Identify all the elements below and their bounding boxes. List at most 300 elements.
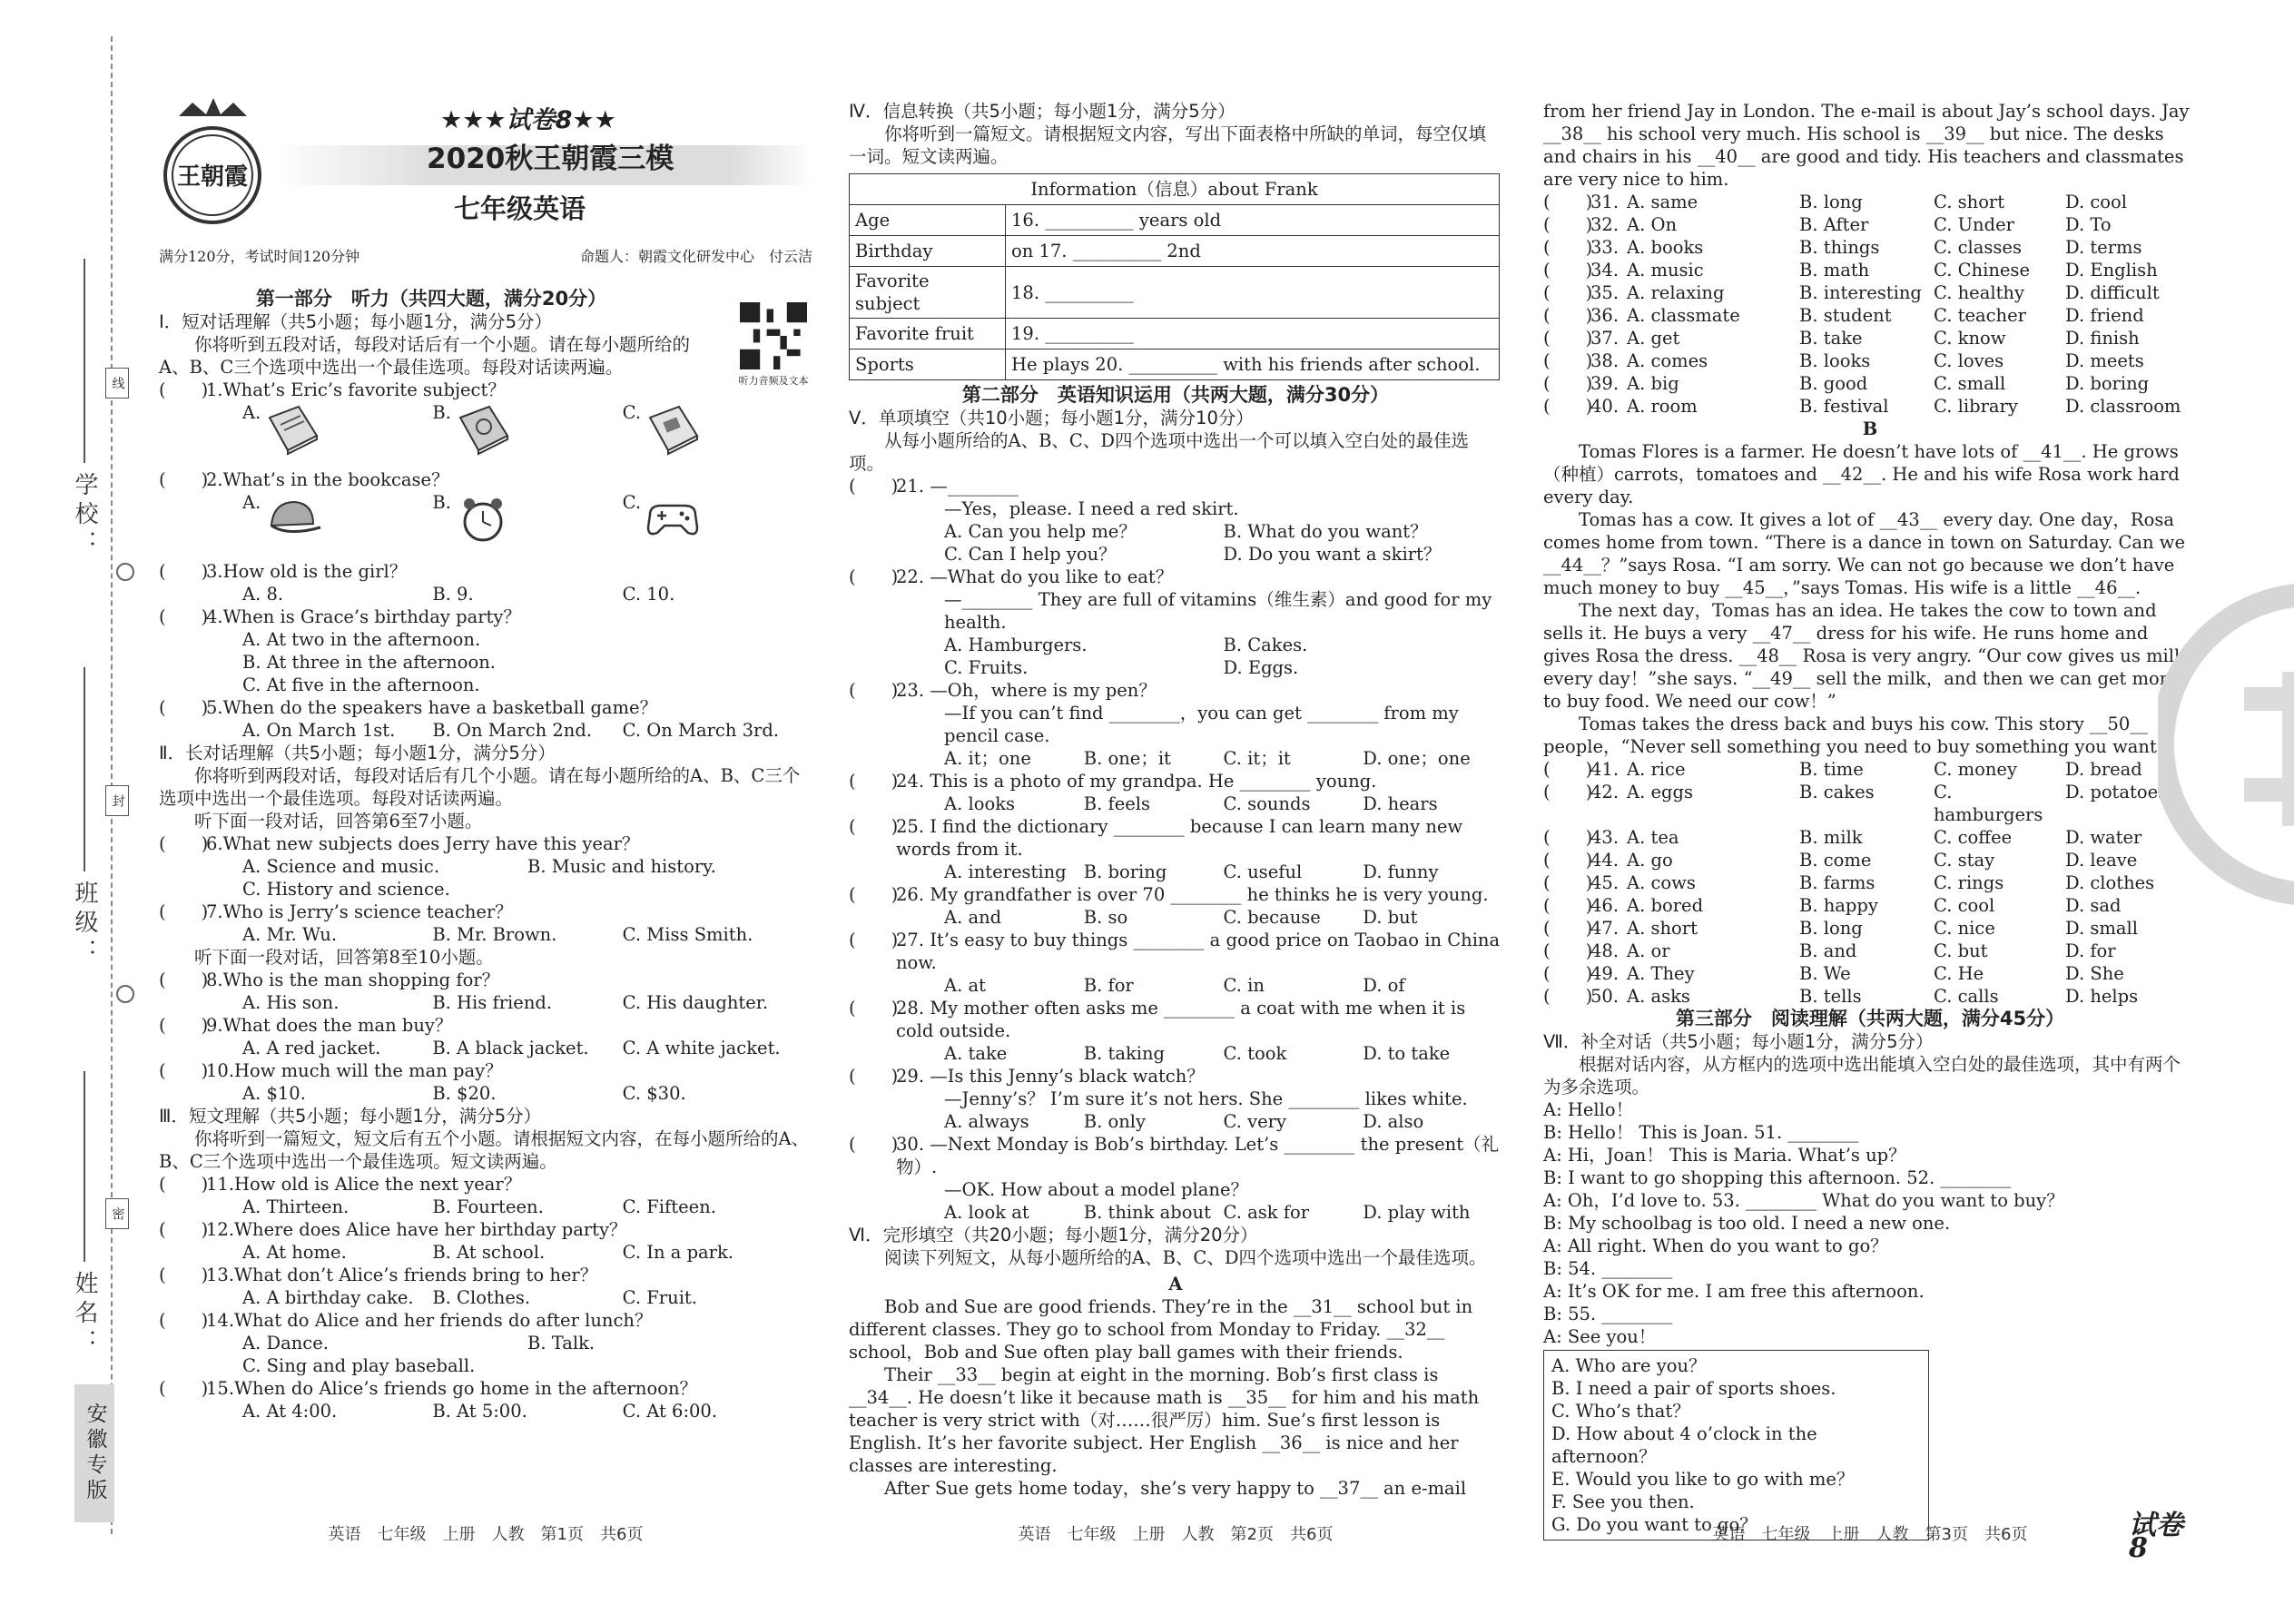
option-b[interactable]: B. At 5:00. xyxy=(432,1401,527,1422)
option-b[interactable]: B. Fourteen. xyxy=(432,1196,544,1217)
question-9: ( ) 9. What does the man buy？ xyxy=(159,1015,453,1036)
option-c[interactable]: C. classes xyxy=(1934,237,2022,258)
option-a[interactable]: A. looks xyxy=(944,793,1016,814)
cloze-row xyxy=(1543,894,2197,917)
answer-paren[interactable]: ( ) xyxy=(1543,759,1593,780)
cloze-row xyxy=(1543,985,2197,1008)
option-a[interactable]: A. Science and music. xyxy=(242,856,440,877)
header xyxy=(159,0,812,224)
option-a[interactable]: A. always xyxy=(944,1111,1029,1132)
cloze-row xyxy=(1543,871,2197,894)
option-b[interactable]: B. so xyxy=(1083,907,1128,928)
question-number: 43. xyxy=(1590,827,1620,848)
option-c[interactable]: C. very xyxy=(1223,1111,1287,1132)
answer-blank[interactable]: 19. __________ xyxy=(1006,319,1500,349)
dialogue-line[interactable]: B: 55. ________ xyxy=(1543,1304,1673,1324)
secret-mark: 密 xyxy=(105,1198,129,1229)
cloze-row xyxy=(1543,962,2197,985)
option-a[interactable]: A. At two in the afternoon. xyxy=(242,629,481,650)
dialogue-line: B: My schoolbag is too old. I need a new one. xyxy=(1543,1213,1951,1234)
cloze-row xyxy=(1543,304,2197,327)
cloze-options-b xyxy=(1543,758,2197,1008)
option-b[interactable]: B. xyxy=(432,491,622,560)
answer-paren[interactable]: ( ) xyxy=(1543,237,1593,258)
cloze-row xyxy=(1543,395,2197,418)
option-a[interactable]: A. His son. xyxy=(242,992,340,1013)
cloze-row xyxy=(1543,826,2197,849)
option-a[interactable]: A. take xyxy=(944,1043,1008,1064)
question-11: ( ) 11. How old is Alice the next year？ xyxy=(159,1174,522,1195)
option-b[interactable]: B. good xyxy=(1799,373,1868,394)
class-label: 班级： xyxy=(71,881,98,968)
question-3: ( ) 3. How old is the girl？ xyxy=(159,561,408,582)
option-c[interactable]: C. money xyxy=(1934,759,2017,780)
option-c[interactable]: C. library xyxy=(1934,396,2018,417)
option-c[interactable]: C. in xyxy=(1223,975,1265,996)
option-d[interactable]: D. Eggs. xyxy=(1223,657,1299,678)
option-a[interactable]: A. A red jacket. xyxy=(242,1038,381,1058)
option-d[interactable]: D. classroom xyxy=(2065,396,2181,417)
option-b[interactable]: B. His friend. xyxy=(432,992,553,1013)
passage-b-paragraph: Tomas has a cow. It gives a lot of __43__ every day. One day，Rosa comes home from town. “There is a dance in town on Saturday. Can we __44__？”says Rosa. “I am sorry. We can not go because we don’t have much money to buy __45__，”says Tomas. His wife is a little __46__. xyxy=(1543,509,2186,598)
question-number: 31. xyxy=(1590,192,1620,212)
question-1: ( ) 1. What’s Eric’s favorite subject？ xyxy=(159,379,506,400)
option-a[interactable]: A. eggs xyxy=(1627,782,1693,802)
option-c[interactable]: C. At five in the afternoon. xyxy=(242,674,480,695)
question-12: ( ) 12. Where does Alice have her birthday party？ xyxy=(159,1219,627,1240)
option-b[interactable]: B. Talk. xyxy=(527,1333,596,1353)
choice-option: A. Who are you？ xyxy=(1551,1355,1707,1376)
watermark-seal xyxy=(2158,563,2294,926)
option-d[interactable]: D. English xyxy=(2065,260,2158,281)
option-c[interactable]: C. rings xyxy=(1934,872,2004,893)
option-c[interactable]: C. $30. xyxy=(622,1083,686,1104)
question-number: 50. xyxy=(1590,986,1620,1007)
question-number: 2. xyxy=(206,469,223,490)
section-6-title: Ⅵ．完形填空（共20小题；每小题1分，满分20分） xyxy=(849,1225,1258,1245)
option-c[interactable]: C. short xyxy=(1934,192,2005,212)
answer-paren[interactable]: ( ) xyxy=(1543,260,1593,281)
option-b[interactable]: B. cakes xyxy=(1799,782,1875,802)
answer-blank[interactable]: on 17. __________ 2nd xyxy=(1006,236,1500,267)
option-d[interactable]: D. small xyxy=(2065,918,2138,939)
answer-paren[interactable]: ( ) xyxy=(1543,963,1593,984)
cloze-row xyxy=(1543,758,2197,781)
answer-paren[interactable]: ( ) xyxy=(1543,373,1593,394)
answer-paren[interactable]: ( ) xyxy=(1543,986,1593,1007)
cloze-row xyxy=(1543,281,2197,304)
option-b[interactable]: B. tells xyxy=(1799,986,1862,1007)
page-footer: 英语 七年级 上册 人教 第2页 共6页 xyxy=(1018,1525,1334,1544)
option-b[interactable]: B. and xyxy=(1799,940,1857,961)
option-d[interactable]: D. leave xyxy=(2065,850,2138,871)
option-a[interactable]: A. same xyxy=(1627,192,1698,212)
question-number: 39. xyxy=(1590,373,1620,394)
option-d[interactable]: D. cool xyxy=(2065,192,2127,212)
option-a[interactable]: A. Can you help me？ xyxy=(944,521,1137,542)
choice-option: F. See you then. xyxy=(1551,1491,1695,1512)
option-a[interactable]: A. books xyxy=(1627,237,1704,258)
option-b[interactable]: B. time xyxy=(1799,759,1864,780)
option-a[interactable]: A. At 4:00. xyxy=(242,1401,338,1422)
option-b[interactable]: B. only xyxy=(1083,1111,1147,1132)
option-a[interactable]: A. Hamburgers. xyxy=(944,635,1088,655)
answer-paren[interactable]: ( ) xyxy=(1543,850,1593,871)
cloze-row xyxy=(1543,940,2197,962)
question-number: 48. xyxy=(1590,940,1620,961)
option-b[interactable]: B. A black jacket. xyxy=(432,1038,589,1058)
option-a[interactable]: A. At home. xyxy=(242,1242,347,1263)
option-c[interactable]: C. because xyxy=(1223,907,1321,928)
subsection-note: 听下面一段对话，回答第6至7小题。 xyxy=(194,811,483,832)
option-b[interactable]: B. Cakes. xyxy=(1223,635,1308,655)
question-number: 46. xyxy=(1590,895,1620,916)
option-c[interactable]: C. sounds xyxy=(1223,793,1311,814)
option-a[interactable]: A. it；one xyxy=(944,748,1031,769)
book-icon xyxy=(261,401,324,458)
question-25: ( ) 25. I find the dictionary ________ because I can learn many new words from it. xyxy=(849,816,1463,860)
option-d[interactable]: D. Do you want a skirt？ xyxy=(1223,544,1442,565)
option-d[interactable]: D. of xyxy=(1363,975,1405,996)
section-3-title: Ⅲ．短文理解（共5小题；每小题1分，满分5分） xyxy=(159,1106,542,1127)
option-a[interactable]: A. go xyxy=(1627,850,1673,871)
option-a[interactable]: A. look at xyxy=(944,1202,1029,1223)
cloze-row xyxy=(1543,236,2197,259)
option-c[interactable]: C. stay xyxy=(1934,850,1995,871)
section-2-title: Ⅱ．长对话理解（共5小题；每小题1分，满分5分） xyxy=(159,743,556,763)
option-c[interactable]: C. History and science. xyxy=(242,879,450,900)
option-d[interactable]: D. for xyxy=(2065,940,2116,961)
passage-a-paragraph: from her friend Jay in London. The e-mail is about Jay’s school days. Jay __38__ his school very much. His school is __39__ but nice. The desks and chairs in his __40__ are good and tidy. His teachers and classmates are very nice to him. xyxy=(1543,101,2190,190)
option-a[interactable]: A. at xyxy=(944,975,986,996)
option-c[interactable]: C. it；it xyxy=(1223,748,1291,769)
option-d[interactable]: D. clothes xyxy=(2065,872,2155,893)
option-a[interactable]: A. asks xyxy=(1627,986,1690,1007)
answer-paren[interactable]: ( ) xyxy=(1543,918,1593,939)
option-a[interactable]: A. Thirteen. xyxy=(242,1196,350,1217)
question-number: 40. xyxy=(1590,396,1620,417)
option-a[interactable]: A. room xyxy=(1627,396,1698,417)
option-d[interactable]: D. play with xyxy=(1363,1202,1471,1223)
cloze-row xyxy=(1543,349,2197,372)
answer-blank[interactable]: He plays 20. __________ with his friends after school. xyxy=(1006,349,1500,380)
option-a[interactable]: A. 8. xyxy=(242,584,284,605)
option-b[interactable]: B. After xyxy=(1799,214,1869,235)
province-badge: 安徽专版 xyxy=(74,1384,114,1522)
option-a[interactable]: A. relaxing xyxy=(1627,282,1725,303)
choice-option: D. How about 4 o’clock in the afternoon？ xyxy=(1551,1423,1817,1467)
option-b[interactable]: B. Music and history. xyxy=(527,856,716,877)
passage-b-paragraph: The next day，Tomas has an idea. He takes the cow to town and sells it. He buys a very __47__ dress for his wife. He runs home and gives Rosa the dress. __48__ Rosa is very angry. “Our cow gives us milk every day！”she says. “__49__ sell the milk，and then we can get money to buy food. We need our cow！” xyxy=(1543,600,2191,712)
option-a[interactable]: A. comes xyxy=(1627,350,1708,371)
choice-option: B. I need a pair of sports shoes. xyxy=(1551,1378,1836,1399)
option-b[interactable]: B. happy xyxy=(1799,895,1878,916)
option-d[interactable]: D. water xyxy=(2065,827,2142,848)
option-d[interactable]: D. She xyxy=(2065,963,2124,984)
answer-paren[interactable]: ( ) xyxy=(1543,328,1593,349)
question-30: ( ) 30. —Next Monday is Bob’s birthday. Let’s ________ the present（礼物）. xyxy=(849,1134,1500,1177)
question-number: 35. xyxy=(1590,282,1620,303)
option-b[interactable]: B. 9. xyxy=(432,584,474,605)
passage-a-paragraph: After Sue gets home today，she’s very happy to __37__ an e-mail xyxy=(884,1478,1467,1499)
class-field[interactable] xyxy=(84,667,85,871)
section-1-title: Ⅰ．短对话理解（共5小题；每小题1分，满分5分） xyxy=(159,311,552,332)
cloze-options-a xyxy=(1543,191,2197,418)
option-c[interactable]: C. xyxy=(623,401,812,468)
cap-icon xyxy=(261,491,324,547)
answer-paren[interactable]: ( ) xyxy=(1543,192,1593,212)
section-4-instructions: 你将听到一篇短文。请根据短文内容，写出下面表格中所缺的单词，每空仅填一词。短文读两遍。 xyxy=(849,123,1487,167)
option-d[interactable]: D. but xyxy=(1363,907,1418,928)
option-b[interactable]: B. come xyxy=(1799,850,1872,871)
name-field[interactable] xyxy=(84,1071,85,1262)
question-29: ( ) 29. —Is this Jenny’s black watch？ xyxy=(849,1066,1205,1087)
option-d[interactable]: D. funny xyxy=(1363,861,1439,882)
option-c[interactable]: C. teacher xyxy=(1934,305,2026,326)
section-4-title: Ⅳ．信息转换（共5小题；每小题1分，满分5分） xyxy=(849,101,1236,122)
option-a[interactable]: A. bored xyxy=(1627,895,1704,916)
dialogue-line[interactable]: B: 54. ________ xyxy=(1543,1258,1673,1279)
option-d[interactable]: D. one；one xyxy=(1363,748,1471,769)
option-d[interactable]: D. to take xyxy=(1363,1043,1451,1064)
option-b[interactable]: B. xyxy=(432,401,622,468)
option-c[interactable]: C. Under xyxy=(1934,214,2014,235)
option-a[interactable]: A. rice xyxy=(1627,759,1686,780)
question-number: 1. xyxy=(206,379,223,400)
question-text: What’s in the bookcase？ xyxy=(222,469,449,490)
option-a[interactable]: A. Mr. Wu. xyxy=(242,924,338,945)
option-b[interactable]: B. taking xyxy=(1083,1043,1166,1064)
option-b[interactable]: B. looks xyxy=(1799,350,1871,371)
option-a[interactable]: A. Dance. xyxy=(242,1333,329,1353)
passage-a-paragraph: Bob and Sue are good friends. They’re in the __31__ school but in different classes. They go to school from Monday to Friday. __32__ school，Bob and Sue often play ball games with their friends. xyxy=(849,1296,1473,1363)
option-d[interactable]: D. bread xyxy=(2065,759,2142,780)
option-a[interactable]: A. or xyxy=(1627,940,1670,961)
option-c[interactable]: C. cool xyxy=(1934,895,1995,916)
answer-paren[interactable]: ( ) xyxy=(1543,214,1593,235)
section-5-instructions: 从每小题所给的A、B、C、D四个选项中选出一个可以填入空白处的最佳选项。 xyxy=(849,430,1469,474)
school-label: 学校： xyxy=(71,472,98,559)
passage-b-paragraph: Tomas takes the dress back and buys his cow. This story __50__ people，“Never sell something you need to buy something you want.” xyxy=(1543,714,2171,757)
dialogue-line[interactable]: B: I want to go shopping this afternoon. 52. ________ xyxy=(1543,1167,2012,1188)
alarm-clock-icon xyxy=(451,491,515,547)
option-d[interactable]: D. friend xyxy=(2065,305,2144,326)
option-c[interactable]: C. healthy xyxy=(1934,282,2024,303)
question-2: ( ) 2. What’s in the bookcase？ xyxy=(159,469,449,490)
dialogue-line: A: All right. When do you want to go？ xyxy=(1543,1235,1888,1256)
option-a[interactable]: A. interesting xyxy=(944,861,1067,882)
option-c[interactable]: C. Fruit. xyxy=(622,1287,697,1308)
section-3-instructions: 你将听到一篇短文，短文后有五个小题。请根据短文内容，在每小题所给的A、B、C三个选项中选出一个最佳选项。短文读两遍。 xyxy=(159,1128,810,1172)
passage-b-paragraph: Tomas Flores is a farmer. He doesn’t have lots of __41__. He grows（种植）carrots，tomatoes and __42__. He and his wife Rosa work hard every day. xyxy=(1543,441,2180,507)
question-28: ( ) 28. My mother often asks me ________ a coat with me when it is cold outside. xyxy=(849,998,1466,1041)
option-c[interactable]: C. took xyxy=(1223,1043,1287,1064)
option-d[interactable]: D. difficult xyxy=(2065,282,2160,303)
option-b[interactable]: B. one；it xyxy=(1083,748,1171,769)
option-c[interactable]: C. loves xyxy=(1934,350,2004,371)
question-13: ( ) 13. What don’t Alice’s friends bring to her？ xyxy=(159,1265,598,1285)
option-c[interactable]: C. hamburgers xyxy=(1934,782,2043,825)
paper-series: ★★★试卷8★★ xyxy=(440,106,616,134)
option-c[interactable]: C. Chinese xyxy=(1934,260,2030,281)
option-a[interactable]: A. classmate xyxy=(1627,305,1740,326)
option-b[interactable]: B. boring xyxy=(1083,861,1167,882)
option-b[interactable]: B. At school. xyxy=(432,1242,546,1263)
answer-blank[interactable]: 18. __________ xyxy=(1006,267,1500,319)
option-c[interactable]: C. His daughter. xyxy=(622,992,769,1013)
qr-code[interactable] xyxy=(734,302,812,387)
question-number: 49. xyxy=(1590,963,1620,984)
cloze-row xyxy=(1543,191,2197,213)
option-d[interactable]: D. helps xyxy=(2065,986,2139,1007)
option-b[interactable]: B. interesting xyxy=(1799,282,1922,303)
question-26: ( ) 26. My grandfather is over 70 ________ he thinks he is very young. xyxy=(849,884,1489,905)
info-table xyxy=(849,173,1500,380)
cloze-row xyxy=(1543,213,2197,236)
section-2-instructions: 你将听到两段对话，每段对话后有几个小题。请在每小题所给的A、B、C三个选项中选出一个最佳选项。每段对话读两遍。 xyxy=(159,765,801,809)
question-22: ( ) 22. —What do you like to eat？ xyxy=(849,566,1174,587)
option-c[interactable]: C. Miss Smith. xyxy=(622,924,753,945)
option-c[interactable]: C. nice xyxy=(1934,918,1995,939)
question-number: 37. xyxy=(1590,328,1620,349)
answer-paren[interactable]: ( ) xyxy=(1543,350,1593,371)
question-number: 41. xyxy=(1590,759,1620,780)
binding-hole xyxy=(116,563,134,581)
score-note: 满分120分，考试时间120分钟 xyxy=(159,248,360,265)
table-header: Information（信息）about Frank xyxy=(850,174,1500,205)
answer-paren[interactable]: ( ) xyxy=(1543,940,1593,961)
option-a[interactable]: A. tea xyxy=(1627,827,1679,848)
option-d[interactable]: D. hears xyxy=(1363,793,1438,814)
question-23: ( ) 23. —Oh，where is my pen？ xyxy=(849,680,1157,701)
question-14: ( ) 14. What do Alice and her friends do after lunch？ xyxy=(159,1310,653,1331)
option-b[interactable]: B. take xyxy=(1799,328,1863,349)
question-6: ( ) 6. What new subjects does Jerry have this year？ xyxy=(159,833,640,854)
option-d[interactable]: D. boring xyxy=(2065,373,2150,394)
name-label: 姓名： xyxy=(71,1271,98,1358)
option-a[interactable]: A. They xyxy=(1627,963,1695,984)
answer-blank[interactable]: 16. __________ years old xyxy=(1006,205,1500,236)
option-d[interactable]: D. terms xyxy=(2065,237,2142,258)
option-b[interactable]: B. long xyxy=(1799,918,1863,939)
answer-paren[interactable]: ( ) xyxy=(1543,305,1593,326)
option-a[interactable]: A. On March 1st. xyxy=(242,720,396,741)
dialogue-line: A: Hello！ xyxy=(1543,1099,1634,1120)
option-d[interactable]: D. To xyxy=(2065,214,2112,235)
option-d[interactable]: D. sad xyxy=(2065,895,2122,916)
qr-caption: 听力音频及文本 xyxy=(738,375,809,387)
option-a[interactable]: A. and xyxy=(944,907,1002,928)
option-d[interactable]: D. finish xyxy=(2065,328,2140,349)
answer-paren[interactable]: ( ) xyxy=(1543,782,1593,802)
option-d[interactable]: D. potatoes xyxy=(2065,782,2168,802)
option-c[interactable]: C. Sing and play baseball. xyxy=(242,1355,476,1376)
option-a[interactable]: A. big xyxy=(1627,373,1679,394)
option-c[interactable]: C. On March 3rd. xyxy=(622,720,780,741)
option-b[interactable]: B. festival xyxy=(1799,396,1889,417)
paper-title: 2020秋王朝霞三模 xyxy=(427,143,674,175)
option-a[interactable]: A. cows xyxy=(1627,872,1696,893)
option-b[interactable]: B. student xyxy=(1799,305,1892,326)
answer-paren[interactable]: ( ) xyxy=(1543,396,1593,417)
cloze-row xyxy=(1543,917,2197,940)
option-b[interactable]: B. for xyxy=(1083,975,1134,996)
option-b[interactable]: B. feels xyxy=(1083,793,1151,814)
school-field[interactable] xyxy=(84,259,85,463)
option-c[interactable]: C. know xyxy=(1934,328,2006,349)
answer-paren[interactable]: ( ) xyxy=(1543,895,1593,916)
option-d[interactable]: D. meets xyxy=(2065,350,2144,371)
option-a[interactable]: A. get xyxy=(1627,328,1680,349)
option-b[interactable]: B. math xyxy=(1799,260,1870,281)
option-b[interactable]: B. think about xyxy=(1083,1202,1211,1223)
option-b[interactable]: B. Clothes. xyxy=(432,1287,531,1308)
option-b[interactable]: B. On March 2nd. xyxy=(432,720,593,741)
option-b[interactable]: B. What do you want？ xyxy=(1223,521,1428,542)
choice-option: E. Would you like to go with me？ xyxy=(1551,1469,1855,1490)
option-c[interactable]: C. coffee xyxy=(1934,827,2013,848)
question-number: 33. xyxy=(1590,237,1620,258)
option-a[interactable]: A. xyxy=(242,401,432,468)
table-row: Favorite fruit 19. __________ xyxy=(850,319,1500,349)
table-row: Age 16. __________ years old xyxy=(850,205,1500,236)
option-c[interactable]: C. Can I help you？ xyxy=(944,544,1117,565)
option-c[interactable]: C. xyxy=(623,491,812,560)
option-c[interactable]: C. At 6:00. xyxy=(622,1401,718,1422)
option-c[interactable]: C. small xyxy=(1934,373,2006,394)
question-number: 44. xyxy=(1590,850,1620,871)
dialogue-line[interactable]: A: Oh，I’d love to. 53. ________ What do you want to buy？ xyxy=(1543,1190,2064,1211)
option-c[interactable]: C. useful xyxy=(1223,861,1303,882)
dialogue-line[interactable]: B: Hello！ This is Joan. 51. ________ xyxy=(1543,1122,1859,1143)
option-b[interactable]: B. long xyxy=(1799,192,1863,212)
option-c[interactable]: C. Fruits. xyxy=(944,657,1029,678)
option-b[interactable]: B. milk xyxy=(1799,827,1863,848)
option-a[interactable]: A. On xyxy=(1627,214,1678,235)
question-number: 42. xyxy=(1590,782,1620,802)
section-1-instructions: 你将听到五段对话，每段对话后有一个小题。请在每小题所给的A、B、C三个选项中选出一个最佳选项。每段对话读两遍。 xyxy=(159,334,691,378)
option-c[interactable]: C. calls xyxy=(1934,986,1999,1007)
option-c[interactable]: C. but xyxy=(1934,940,1988,961)
option-b[interactable]: B. At three in the afternoon. xyxy=(242,652,496,673)
question-text: What’s Eric’s favorite subject？ xyxy=(222,379,506,400)
option-c[interactable]: C. A white jacket. xyxy=(622,1038,781,1058)
option-a[interactable]: A. xyxy=(242,491,432,560)
option-a[interactable]: A. $10. xyxy=(242,1083,306,1104)
option-b[interactable]: B. $20. xyxy=(432,1083,497,1104)
option-b[interactable]: B. Mr. Brown. xyxy=(432,924,557,945)
option-c[interactable]: C. Fifteen. xyxy=(622,1196,716,1217)
option-b[interactable]: B. farms xyxy=(1799,872,1876,893)
answer-paren[interactable]: ( ) xyxy=(1543,827,1593,848)
answer-paren[interactable]: ( ) xyxy=(1543,872,1593,893)
part-3-heading: 第三部分 阅读理解（共两大题，满分45分） xyxy=(1675,1008,2065,1029)
corner-badge: 试卷8 xyxy=(2129,1510,2183,1564)
option-b[interactable]: B. things xyxy=(1799,237,1880,258)
author-note: 命题人：朝霞文化研发中心 付云洁 xyxy=(579,248,812,265)
option-d[interactable]: D. also xyxy=(1363,1111,1424,1132)
option-c[interactable]: C. 10. xyxy=(622,584,675,605)
subsection-note: 听下面一段对话，回答第8至10小题。 xyxy=(194,947,494,968)
option-c[interactable]: C. He xyxy=(1934,963,1984,984)
answer-paren[interactable]: ( ) xyxy=(1543,282,1593,303)
option-c[interactable]: C. ask for xyxy=(1223,1202,1310,1223)
option-a[interactable]: A. music xyxy=(1627,260,1704,281)
option-c[interactable]: C. In a park. xyxy=(622,1242,734,1263)
option-b[interactable]: B. We xyxy=(1799,963,1851,984)
option-a[interactable]: A. A birthday cake. xyxy=(242,1287,414,1308)
option-a[interactable]: A. short xyxy=(1627,918,1698,939)
